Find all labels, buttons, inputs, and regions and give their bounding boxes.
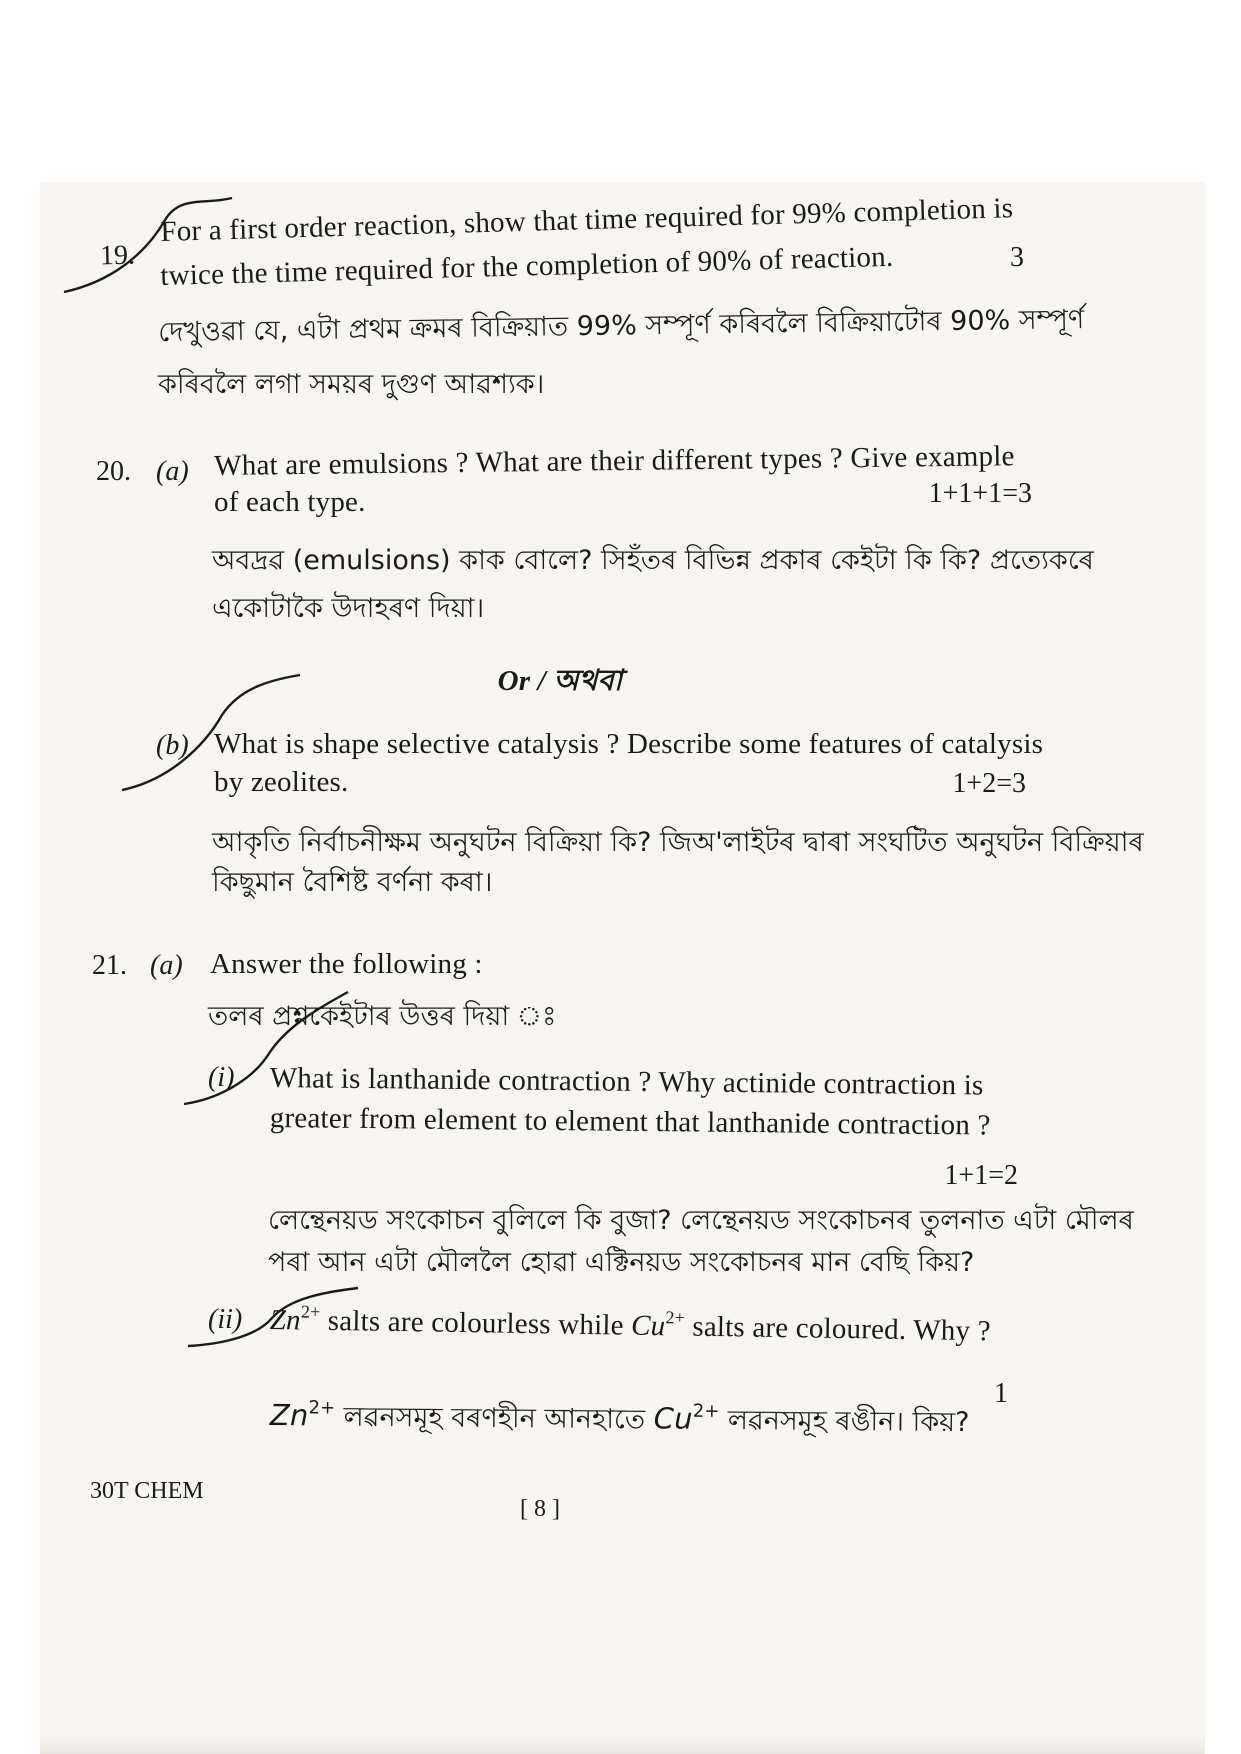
q21ii-bn-mid: লৱনসমূহ বৰণহীন আনহাতে [334, 1401, 654, 1436]
q21ii-en-mid: salts are colourless while [320, 1304, 632, 1342]
q21ii-en-end: salts are coloured. Why ? [684, 1310, 991, 1348]
q20a-label: (a) [156, 456, 189, 487]
q20a-en-line2: of each type. [214, 486, 366, 518]
q21i-marks: 1+1=2 [944, 1160, 1018, 1191]
paper-edge [40, 1736, 1205, 1754]
q20b-label: (b) [156, 730, 189, 761]
q21i-en-line2: greater from element to element that lanthanide contraction ? [269, 1102, 991, 1142]
q19-bn-line1: দেখুওৱা যে, এটা প্ৰথম ক্ৰমৰ বিক্ৰিয়াত 99% সম্পূৰ্ণ কৰিবলৈ বিক্ৰিয়াটোৰ 90% সম্পূৰ্ণ [158, 304, 1085, 348]
q21-en-intro: Answer the following : [210, 948, 483, 980]
q21i-bn-line2: পৰা আন এটা মৌললৈ হোৱা এক্টিনয়ড সংকোচনৰ মান বেছি কিয়? [268, 1247, 975, 1278]
q20-or-divider: Or / অথবা [497, 665, 623, 697]
zn-charge-bn: 2+ [308, 1397, 336, 1419]
cu-ion-bn: Cu [653, 1401, 693, 1436]
q20a-bn-line1: অবদ্ৰৱ (emulsions) কাক বোলে? সিহঁতৰ বিভিন্ন প্ৰকাৰ কেইটা কি কি? প্ৰত্যেকৰে [212, 545, 1094, 576]
q21i-bn-line1: লেন্থেনয়ড সংকোচন বুলিলে কি বুজা? লেন্থেনয়ড সংকোচনৰ তুলনাত এটা মৌলৰ [268, 1205, 1134, 1236]
q20b-en-line2: by zeolites. [214, 766, 349, 798]
cu-ion: Cu [630, 1309, 666, 1343]
zn-charge: 2+ [300, 1301, 321, 1322]
q21ii-label: (ii) [208, 1304, 243, 1335]
zn-ion: Zn [269, 1304, 302, 1337]
q20b-marks: 1+2=3 [952, 768, 1026, 799]
q20a-bn-line2: একোটাকৈ উদাহৰণ দিয়া। [212, 593, 485, 624]
cu-charge-bn: 2+ [692, 1400, 720, 1422]
q21ii-bn-line [270, 1396, 970, 1447]
q20-number: 20. [96, 456, 131, 487]
q21a-label: (a) [150, 950, 183, 981]
q21i-label: (i) [208, 1062, 235, 1093]
q20b-en-line1: What is shape selective catalysis ? Describe some features of catalysis [214, 728, 1044, 760]
q20a-en-line1: What are emulsions ? What are their different types ? Give example [214, 440, 1015, 482]
q19-bn-line2: কৰিবলৈ লগা সময়ৰ দুগুণ আৱশ্যক। [158, 369, 545, 400]
q21ii-bn-end: লৱনসমূহ ৰঙীন। কিয়? [719, 1404, 970, 1439]
q21i-en-line1: What is lanthanide contraction ? Why actinide contraction is [269, 1062, 984, 1102]
q21ii-marks: 1 [994, 1378, 1008, 1409]
q20b-bn-line2: কিছুমান বৈশিষ্ট বৰ্ণনা কৰা। [212, 867, 493, 898]
cu-charge: 2+ [665, 1307, 686, 1328]
footer-page-number: [ 8 ] [520, 1496, 560, 1522]
zn-ion-bn: Zn [269, 1397, 309, 1433]
q21-number: 21. [92, 950, 127, 981]
footer-paper-code: 30T CHEM [90, 1478, 204, 1504]
q19-number: 19. [99, 239, 136, 272]
q19-en-line1: For a first order reaction, show that time required for 99% completion is [160, 192, 1014, 248]
q20b-bn-line1: আকৃতি নিৰ্বাচনীক্ষম অনুঘটন বিক্ৰিয়া কি? জিঅ'লাইটৰ দ্বাৰা সংঘটিত অনুঘটন বিক্ৰিয়াৰ [212, 827, 1144, 858]
q19-en-line2: twice the time required for the completion of 90% of reaction. [160, 240, 894, 292]
q21-bn-intro: তলৰ প্ৰশ্নকেইটাৰ উত্তৰ দিয়া ঃ [208, 1001, 557, 1032]
q19-marks: 3 [1010, 242, 1024, 273]
q20a-marks: 1+1+1=3 [928, 478, 1032, 509]
